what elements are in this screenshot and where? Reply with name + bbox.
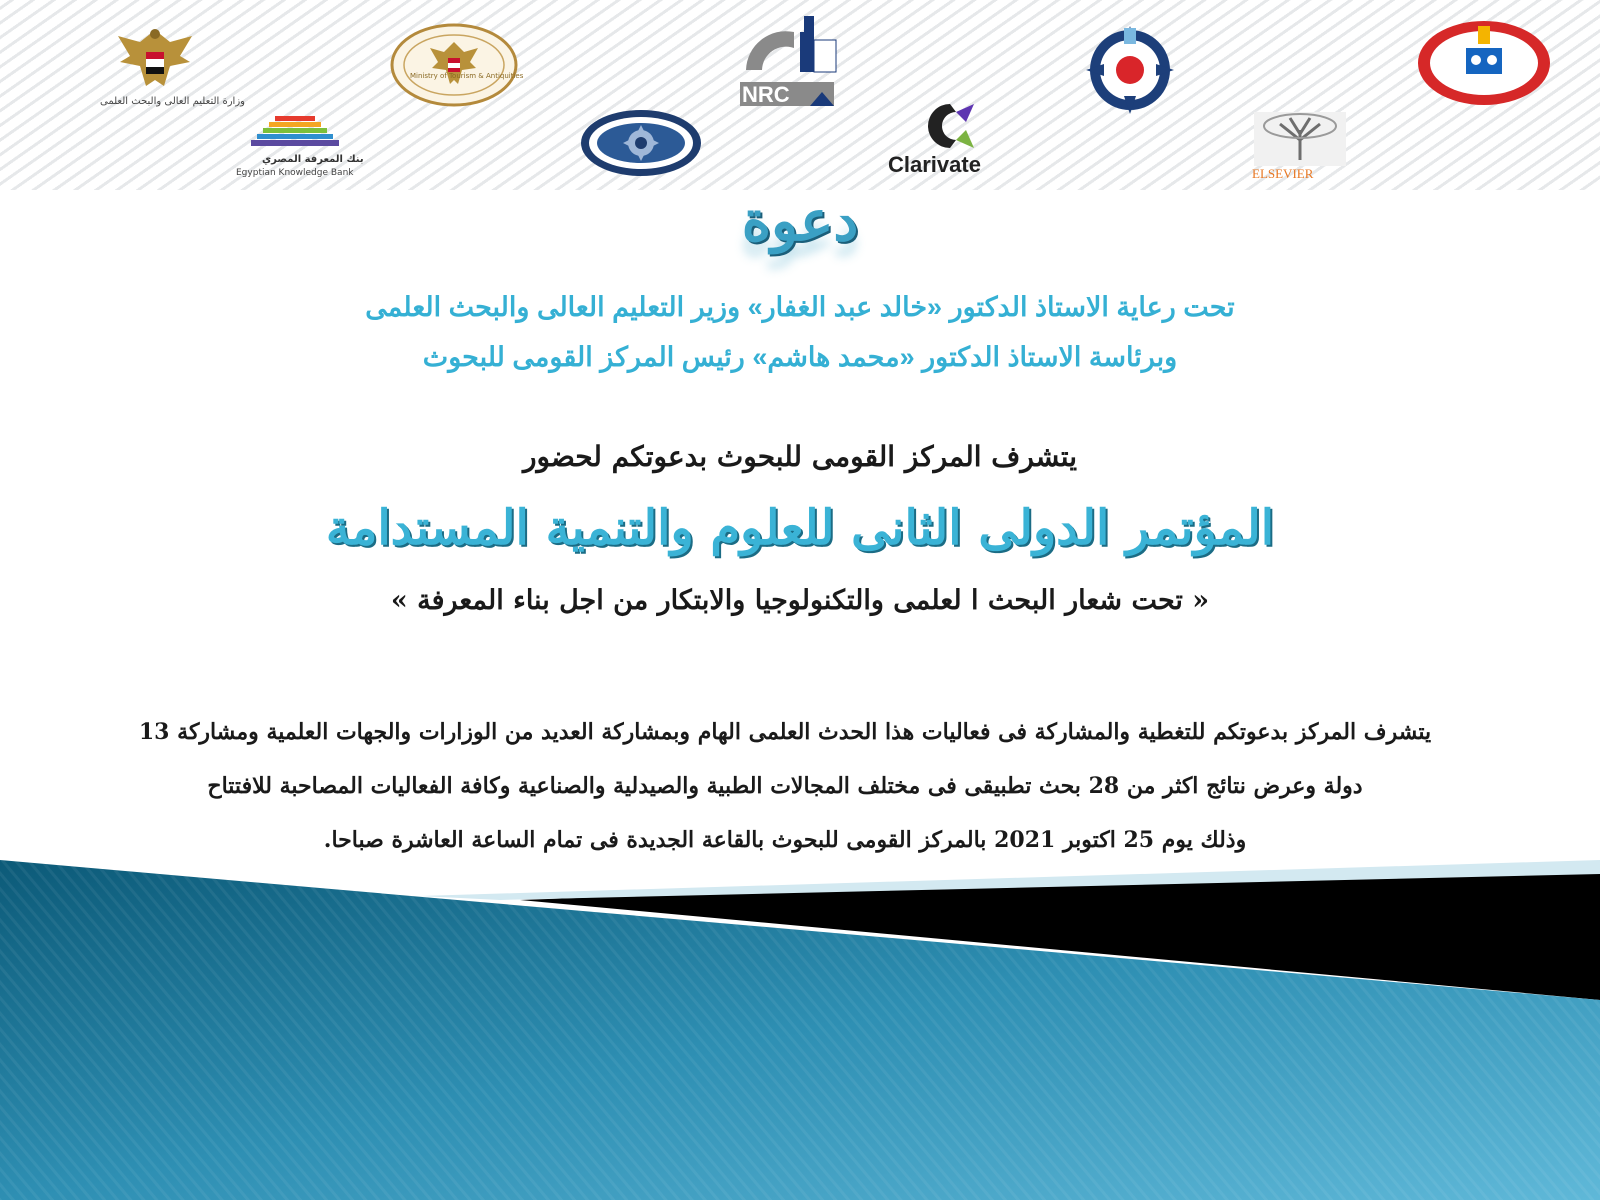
- ministry-tourism-caption: Ministry of Tourism & Antiquities: [410, 72, 524, 80]
- clarivate-label: Clarivate: [888, 152, 981, 177]
- nrc-label: NRC: [742, 82, 790, 107]
- body-line-2: دولة وعرض نتائج اكثر من 28 بحث تطبيقى فى مختلف المجالات الطبية والصيدلية والصناعية وكافة الفعاليات المصاحبة للافتتاح: [207, 773, 1363, 799]
- knowledge-bank-logo: [245, 112, 345, 152]
- conference-name: المؤتمر الدولى الثانى للعلوم والتنمية المستدامة: [325, 500, 1275, 556]
- patron-line-2: وبرئاسة الاستاذ الدكتور «محمد هاشم» رئيس المركز القومى للبحوث: [422, 342, 1178, 372]
- clarivate-logo: [920, 100, 982, 152]
- ministry-higher-education-logo: [110, 22, 200, 94]
- body-line-3: وذلك يوم 25 اكتوبر 2021 بالمركز القومى للبحوث بالقاعة الجديدة فى تمام الساعة العاشرة صباحا.: [323, 827, 1247, 853]
- ministry-health-logo: [1414, 18, 1554, 108]
- logo-band: [0, 0, 1600, 190]
- patron-line-1: تحت رعاية الاستاذ الدكتور «خالد عبد الغفار» وزير التعليم العالى والبحث العلمى: [365, 292, 1235, 322]
- ministry-higher-education-caption: وزارة التعليم العالى والبحث العلمى: [100, 96, 245, 107]
- invitation-body: [120, 705, 1450, 867]
- knowledge-bank-caption-ar: بنك المعرفة المصري: [262, 154, 364, 165]
- elsevier-label: ELSEVIER: [1252, 166, 1314, 181]
- body-line-1: يتشرف المركز بدعوتكم للتغطية والمشاركة فى فعاليات هذا الحدث العلمى الهام وبمشاركة العديد من الوزارات والجهات العلمية ومشاركة 13: [138, 719, 1432, 745]
- conference-slogan: « تحت شعار البحث ا لعلمى والتكنولوجيا والابتكار من اجل بناء المعرفة »: [390, 585, 1210, 616]
- ministry-tourism-logo: [388, 22, 520, 108]
- elsevier-logo: [1250, 110, 1350, 168]
- compass-logo: [1078, 22, 1182, 114]
- bottom-decoration: [0, 860, 1600, 1200]
- invitation-title: دعوة: [741, 188, 859, 254]
- knowledge-bank-caption-en: Egyptian Knowledge Bank: [236, 168, 354, 178]
- honor-line: يتشرف المركز القومى للبحوث بدعوتكم لحضور: [522, 440, 1077, 473]
- gear-academy-logo: [578, 108, 704, 178]
